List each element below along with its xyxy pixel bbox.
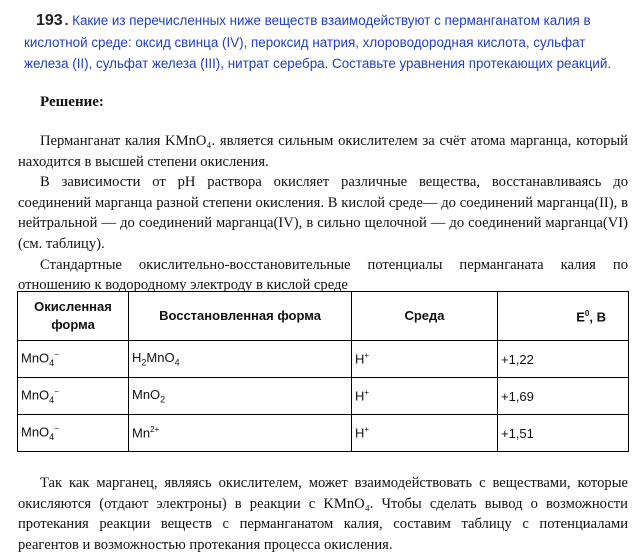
- table-row: [18, 341, 629, 378]
- table-row: [18, 378, 629, 415]
- cell-oxidized: MnO$_4$−: [18, 415, 129, 452]
- cell-medium: H+: [352, 341, 498, 378]
- header-reduced-form: Восстановленная форма: [129, 292, 352, 341]
- task-number: 193: [36, 12, 63, 29]
- solution-title: Решение:: [40, 94, 104, 110]
- cell-medium: H+: [352, 378, 498, 415]
- cell-oxidized: MnO$_4$−: [18, 341, 129, 378]
- task-statement: 193 . Какие из перечисленных ниже веществ взаимодействуют с перманганатом калия в кислотной среде: оксид свинца (IV), пероксид натрия, хлороводородная кислота, сульфат железа (II), сульфат железа (III), нитрат серебра. Составьте уравнения протекающих реакций.: [24, 12, 612, 71]
- cell-potential: +1,69: [498, 378, 629, 415]
- table-header-row: [18, 292, 629, 341]
- cell-oxidized: MnO$_4$−: [18, 378, 129, 415]
- task-text: Какие из перечисленных ниже веществ взаимодействуют с перманганатом калия в кислотной среде: оксид свинца (IV), пероксид натрия, хлороводородная кислота, сульфат железа (II), сульфат железа (III), нитрат серебра. Составьте уравнения протекающих реакций.: [24, 13, 612, 71]
- cell-medium: H+: [352, 415, 498, 452]
- cell-potential: +1,22: [498, 341, 629, 378]
- cell-potential: +1,51: [498, 415, 629, 452]
- cell-reduced: $H_2MnO_4$: [129, 341, 352, 378]
- header-potential: $E^0$, В: [498, 292, 629, 341]
- header-oxidized-form: Окисленная форма: [18, 292, 129, 341]
- header-medium: Среда: [352, 292, 498, 341]
- solution-continuation: [18, 473, 628, 555]
- paragraph: Стандартные окислительно-восстановительные потенциалы перманганата калия по отношению к водородному электроду в кислой среде: [18, 256, 628, 294]
- paragraph: Так как марганец, являясь окислителем, может взаимодействовать с веществами, которые окисляются (отдают электроны) в реакции с KMnO₄. Чтобы сделать вывод о возможности протекания реакции веществ с перманганатом калия, составим таблицу с потенциалами реагентов и возможностью протекания процесса окисления.: [18, 475, 628, 553]
- cell-reduced: $Mn^{2+}$: [129, 415, 352, 452]
- potentials-table: [17, 291, 629, 452]
- paragraph: В зависимости от pH раствора окисляет различные вещества, восстанавливаясь до соединений марганца разной степени окисления. В кислой среде— до соединений марганца(II), в нейтральной — до соединений марганца(IV), в сильно щелочной — до соединений марганца(VI) (см. таблицу).: [18, 174, 628, 252]
- solution-intro: [18, 131, 628, 296]
- table-row: [18, 415, 629, 452]
- paragraph: Перманганат калия KMnO₄. является сильным окислителем за счёт атома марганца, который находится в высшей степени окисления.: [18, 133, 628, 170]
- cell-reduced: MnO$_2$: [129, 378, 352, 415]
